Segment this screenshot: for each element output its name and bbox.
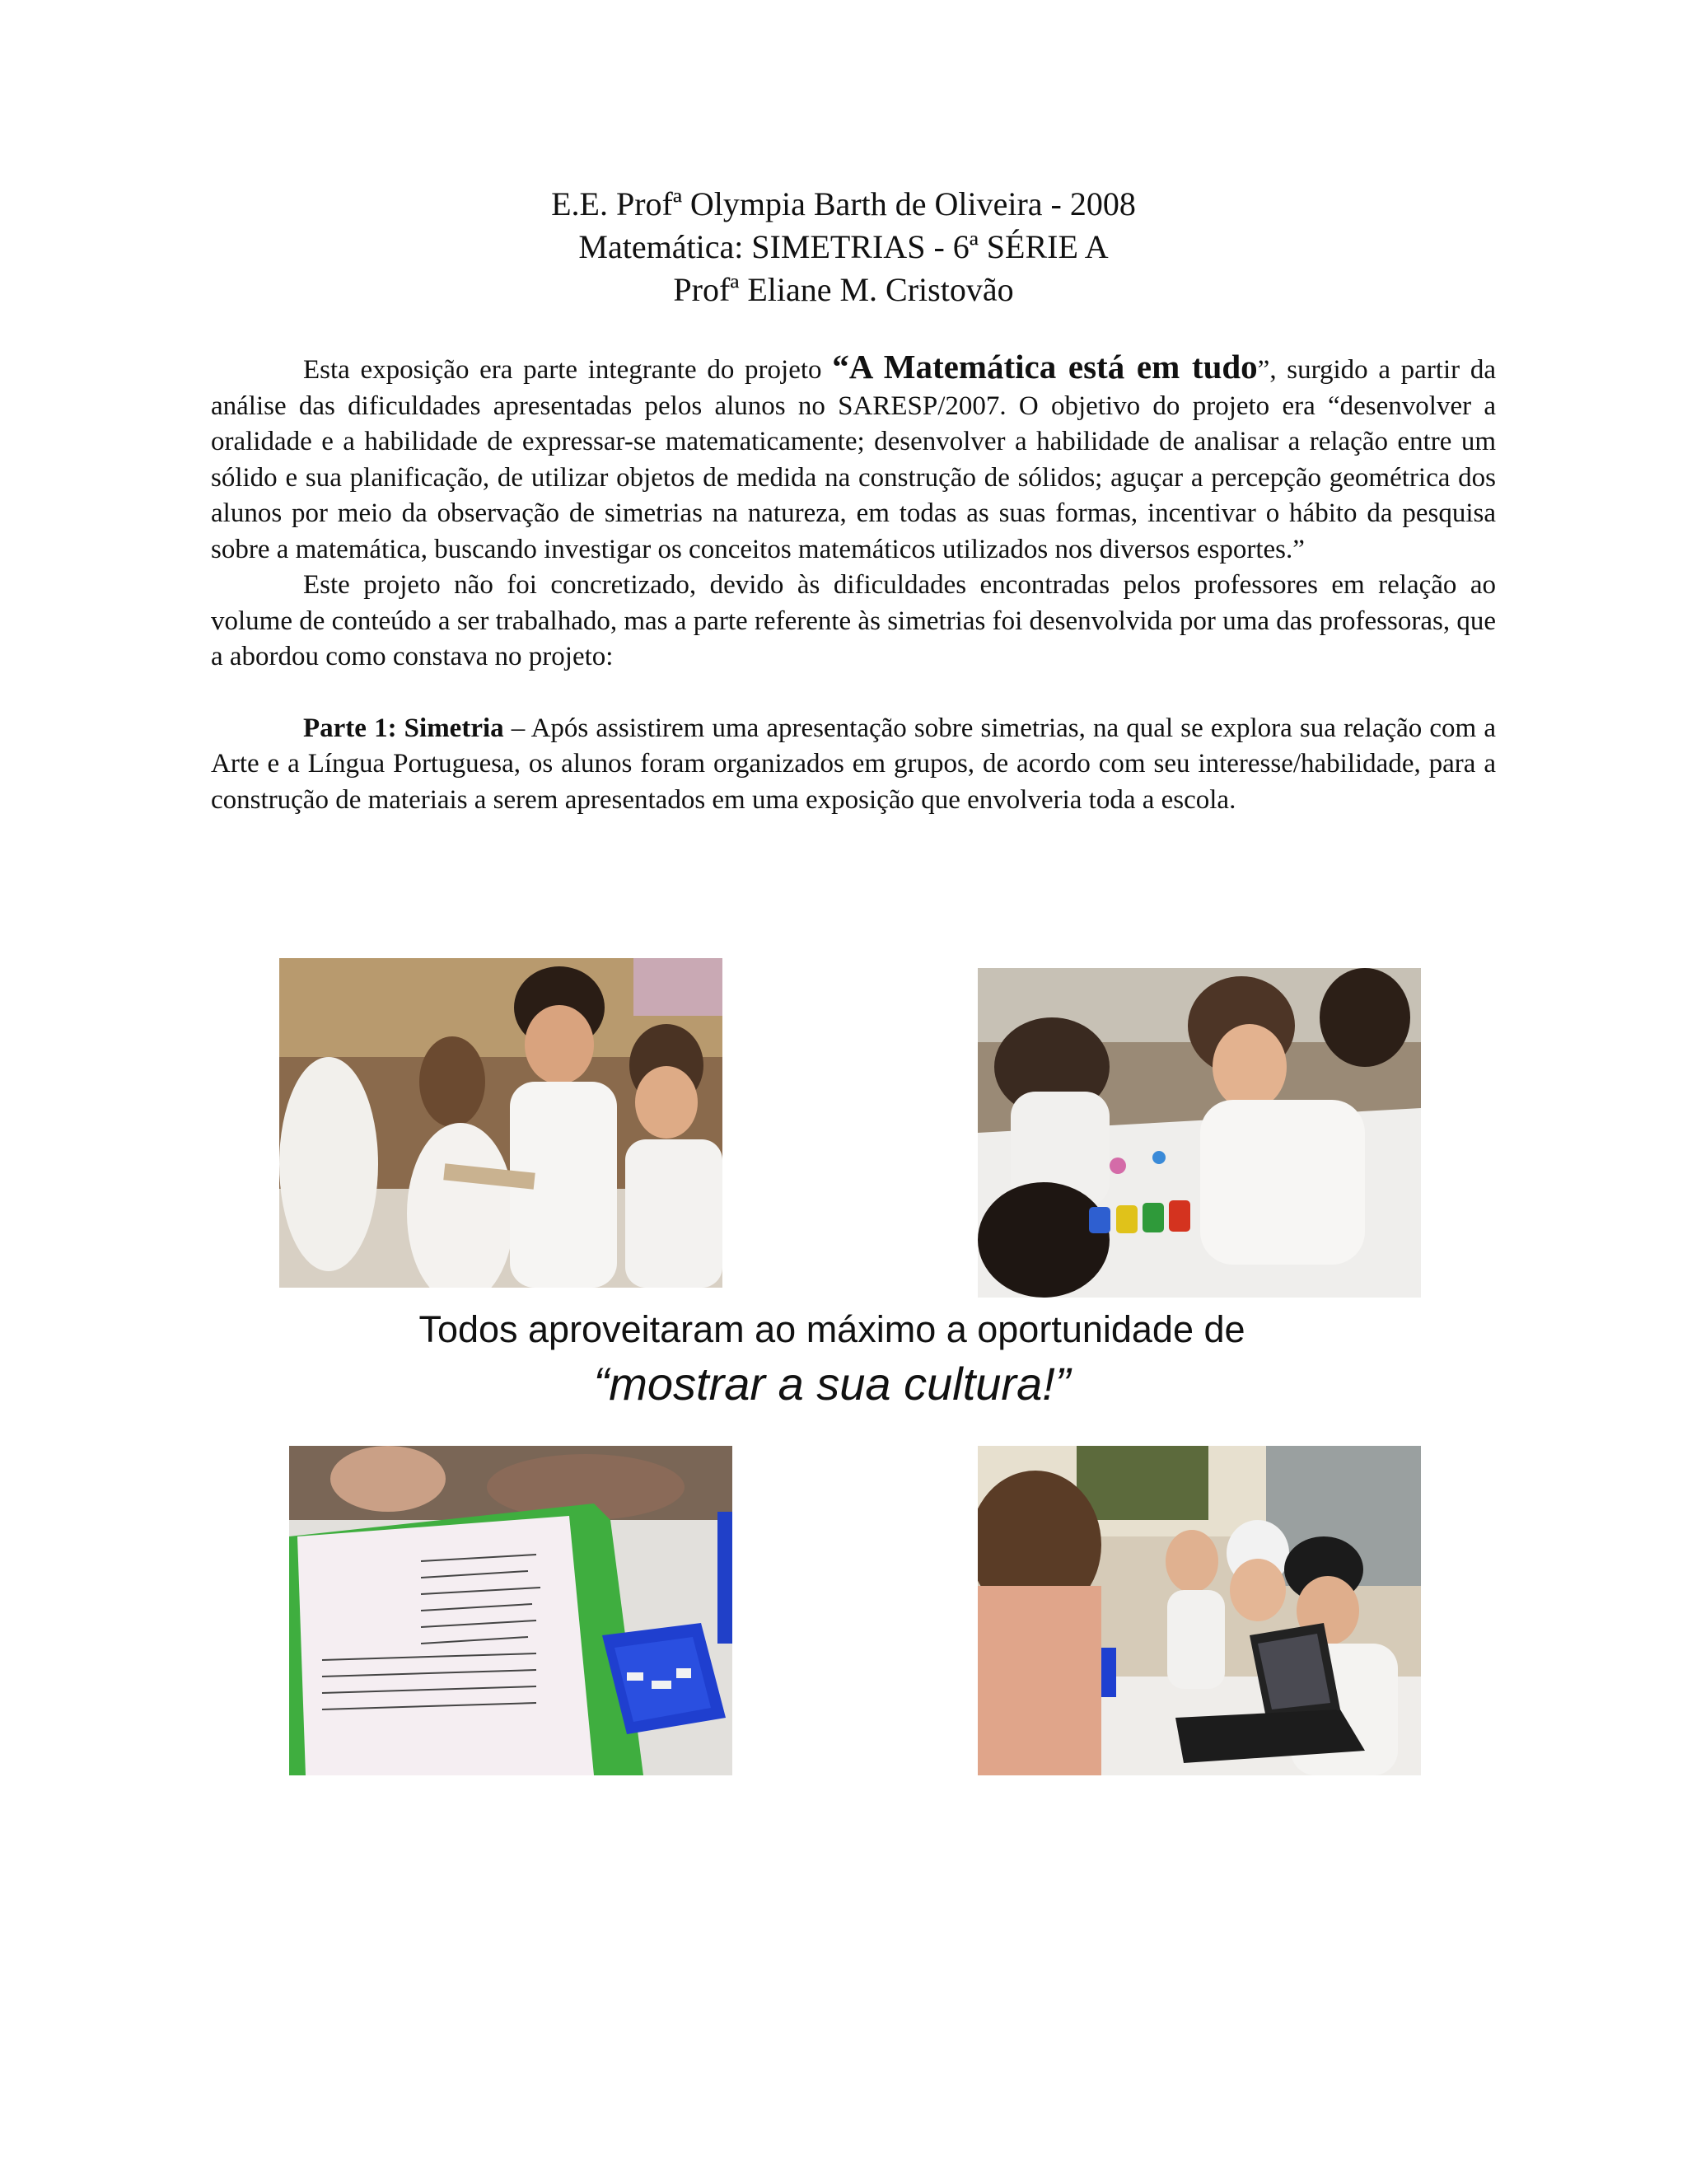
school-title: E.E. Profª Olympia Barth de Oliveira - 2008 [551, 185, 1136, 222]
photo-students-painting [978, 968, 1421, 1298]
teacher-name: Profª Eliane M. Cristovão [673, 271, 1014, 308]
caption-line-1: Todos aproveitaram ao máximo a oportunidade de [418, 1308, 1245, 1350]
body-text [211, 349, 1496, 818]
subject-title: Matemática: SIMETRIAS - 6ª SÉRIE A [578, 228, 1109, 265]
part1-label: Parte 1: Simetria [303, 713, 504, 743]
part1-paragraph [211, 711, 1496, 819]
intro-text-rest: ”, surgido a partir da análise das dificuldades apresentadas pelos alunos no SARESP/2007. O objetivo do projeto era “desenvolver a oralidade e a habilidade de expressar-se matematicamente; desenvolver a habilidade de analisar a relação entre um sólido e sua planificação, de utilizar objetos de medida na construção de sólidos; aguçar a percepção geométrica dos alunos por meio da observação de simetrias na natureza, em todas as suas formas, incentivar o hábito da pesquisa sobre a matemática, buscando investigar os conceitos matemáticos utilizados nos diversos esportes.” [211, 355, 1496, 564]
intro-paragraph [211, 349, 1496, 568]
part1-text: – Após assistirem uma apresentação sobre simetrias, na qual se explora sua relação com a Arte e a Língua Portuguesa, os alunos foram organizados em grupos, de acordo com seu interesse/habilidade, para a construção de materiais a serem apresentados em uma exposição que envolveria toda a escola. [211, 713, 1496, 815]
photo-students-classroom [279, 958, 722, 1288]
photo-notebook-box [289, 1446, 732, 1775]
caption-line-2: “mostrar a sua cultura!” [593, 1358, 1071, 1410]
document-header [0, 183, 1687, 311]
photo-students-laptop [978, 1446, 1421, 1775]
intro-text-start: Esta exposição era parte integrante do projeto [303, 355, 833, 385]
project-title: “A Matemática está em tudo [832, 348, 1258, 386]
second-paragraph: Este projeto não foi concretizado, devido às dificuldades encontradas pelos professores em relação ao volume de conteúdo a ser trabalhado, mas a parte referente às simetrias foi desenvolvida por uma das professoras, que a abordou como constava no projeto: [211, 570, 1496, 671]
photo-caption [0, 1305, 1664, 1414]
